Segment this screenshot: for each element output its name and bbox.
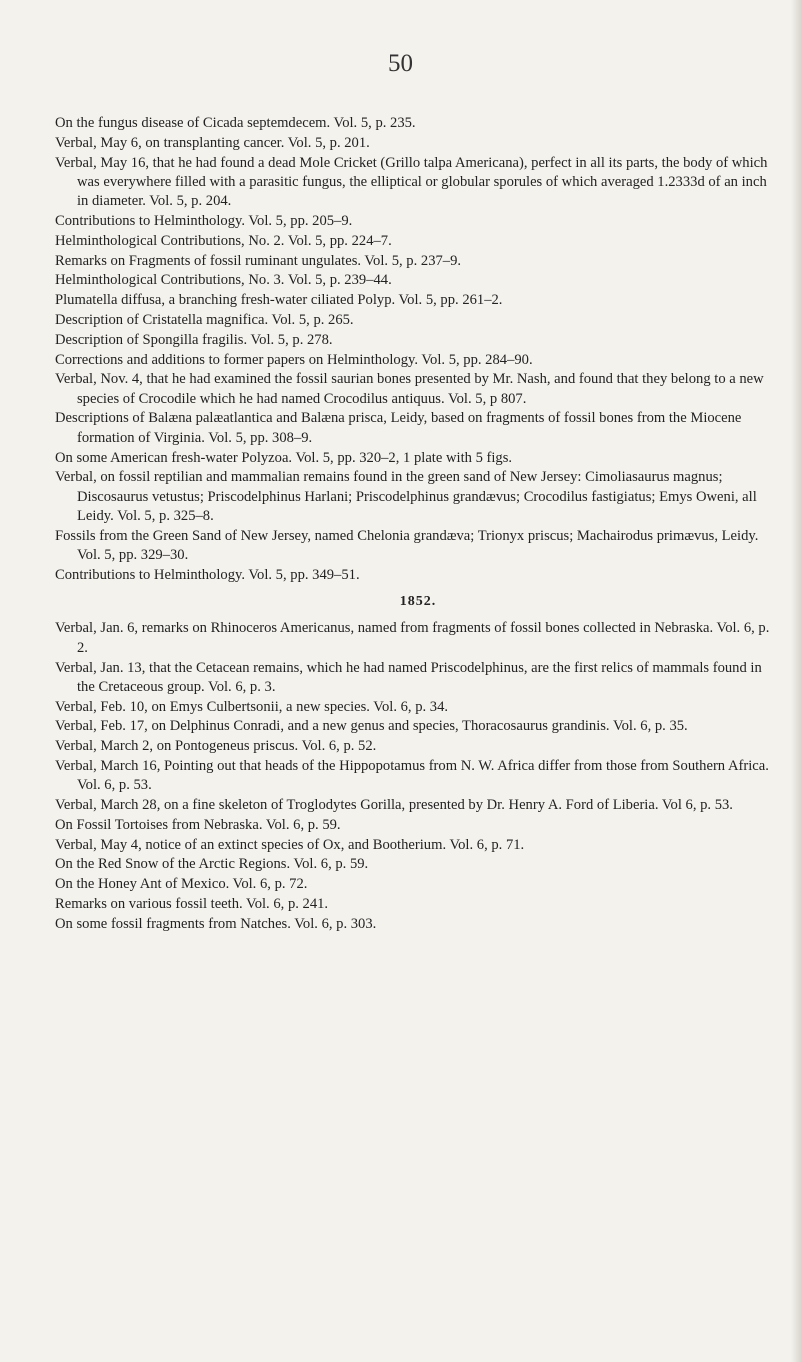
bibliography-entry: On the Honey Ant of Mexico. Vol. 6, p. 72.	[55, 876, 308, 893]
entries-1852	[55, 619, 771, 934]
bibliography-entry: On the fungus disease of Cicada septemdecem. Vol. 5, p. 235.	[55, 115, 416, 131]
bibliography-entry: Corrections and additions to former papers on Helminthology. Vol. 5, pp. 284–90.	[55, 351, 533, 368]
bibliography-entry: Descriptions of Balæna palæatlantica and Balæna prisca, Leidy, based on fragments of fossil bones from the Miocene formation of Virginia. Vol. 5, pp. 308–9.	[55, 410, 742, 446]
page-number: 50	[388, 50, 413, 77]
bibliography-entry: Helminthological Contributions, No. 2. Vol. 5, pp. 224–7.	[55, 232, 392, 249]
bibliography-entry: Verbal, Nov. 4, that he had examined the fossil saurian bones presented by Mr. Nash, and found that they belong to a new species of Crocodile which he had named Crocodilus antiquus. Vol. 5, p 807.	[55, 371, 764, 407]
bibliography-entry: Verbal, Jan. 6, remarks on Rhinoceros Americanus, named from fragments of fossil bones collected in Nebraska. Vol. 6, p. 2.	[55, 620, 770, 656]
bibliography-entry: On the Red Snow of the Arctic Regions. Vol. 6, p. 59.	[55, 856, 369, 873]
bibliography-entry: Verbal, Feb. 10, on Emys Culbertsonii, a new species. Vol. 6, p. 34.	[55, 698, 449, 715]
bibliography-entry: On Fossil Tortoises from Nebraska. Vol. 6, p. 59.	[55, 816, 341, 833]
bibliography-entry: Helminthological Contributions, No. 3. Vol. 5, p. 239–44.	[55, 272, 392, 289]
bibliography-entry: Contributions to Helminthology. Vol. 5, pp. 205–9.	[55, 212, 353, 229]
bibliography-entry: Verbal, May 16, that he had found a dead Mole Cricket (Grillo talpa Americana), perfect in all its parts, the body of which was everywhere filled with a parasitic fungus, the elliptical or globular sporules of which averaged 1.2333d of an inch in diameter. Vol. 5, p. 204.	[55, 154, 768, 210]
bibliography-entry: Verbal, May 4, notice of an extinct species of Ox, and Bootherium. Vol. 6, p. 71.	[55, 836, 525, 853]
bibliography-entry: Description of Cristatella magnifica. Vol. 5, p. 265.	[55, 311, 354, 328]
bibliography-entry: Fossils from the Green Sand of New Jersey, named Chelonia grandæva; Trionyx priscus; Machairodus primævus, Leidy. Vol. 5, pp. 329–30.	[55, 527, 759, 564]
bibliography-list	[55, 114, 771, 935]
bibliography-entry: Verbal, March 16, Pointing out that heads of the Hippopotamus from N. W. Africa differ from those from Southern Africa. Vol. 6, p. 53.	[55, 758, 769, 794]
bibliography-entry: On some fossil fragments from Natches. Vol. 6, p. 303.	[55, 915, 377, 932]
bibliography-entry: Verbal, May 6, on transplanting cancer. Vol. 5, p. 201.	[55, 134, 370, 151]
bibliography-entry: Contributions to Helminthology. Vol. 5, pp. 349–51.	[55, 566, 360, 583]
bibliography-entry: Verbal, March 2, on Pontogeneus priscus. Vol. 6, p. 52.	[55, 738, 377, 755]
year-heading: 1852.	[399, 594, 437, 610]
bibliography-entry: Remarks on Fragments of fossil ruminant ungulates. Vol. 5, p. 237–9.	[55, 252, 462, 269]
bibliography-entry: Verbal, on fossil reptilian and mammalian remains found in the green sand of New Jersey: Cimoliasaurus magnus; Discosaurus vetustus; Priscodelphinus Harlani; Priscodelphinus grandævus; Crocodilus fastigiatus; Emys Oweni, all Leidy. Vol. 5, p. 325–8.	[55, 469, 757, 524]
bibliography-entry: Description of Spongilla fragilis. Vol. 5, p. 278.	[55, 331, 333, 348]
bibliography-entry: Verbal, March 28, on a fine skeleton of Troglodytes Gorilla, presented by Dr. Henry A. Ford of Liberia. Vol 6, p. 53.	[55, 797, 733, 814]
page-edge-shadow	[791, 0, 801, 1362]
bibliography-entry: Verbal, Feb. 17, on Delphinus Conradi, and a new genus and species, Thoracosaurus grandinis. Vol. 6, p. 35.	[55, 718, 688, 735]
bibliography-entry: Plumatella diffusa, a branching fresh-water ciliated Polyp. Vol. 5, pp. 261–2.	[55, 292, 503, 309]
bibliography-entry: Verbal, Jan. 13, that the Cetacean remains, which he had named Priscodelphinus, are the first relics of mammals found in the Cretaceous group. Vol. 6, p. 3.	[55, 659, 762, 695]
bibliography-entry: On some American fresh-water Polyzoa. Vol. 5, pp. 320–2, 1 plate with 5 figs.	[55, 449, 513, 466]
bibliography-entry: Remarks on various fossil teeth. Vol. 6, p. 241.	[55, 896, 329, 913]
entries-1851	[55, 114, 771, 585]
